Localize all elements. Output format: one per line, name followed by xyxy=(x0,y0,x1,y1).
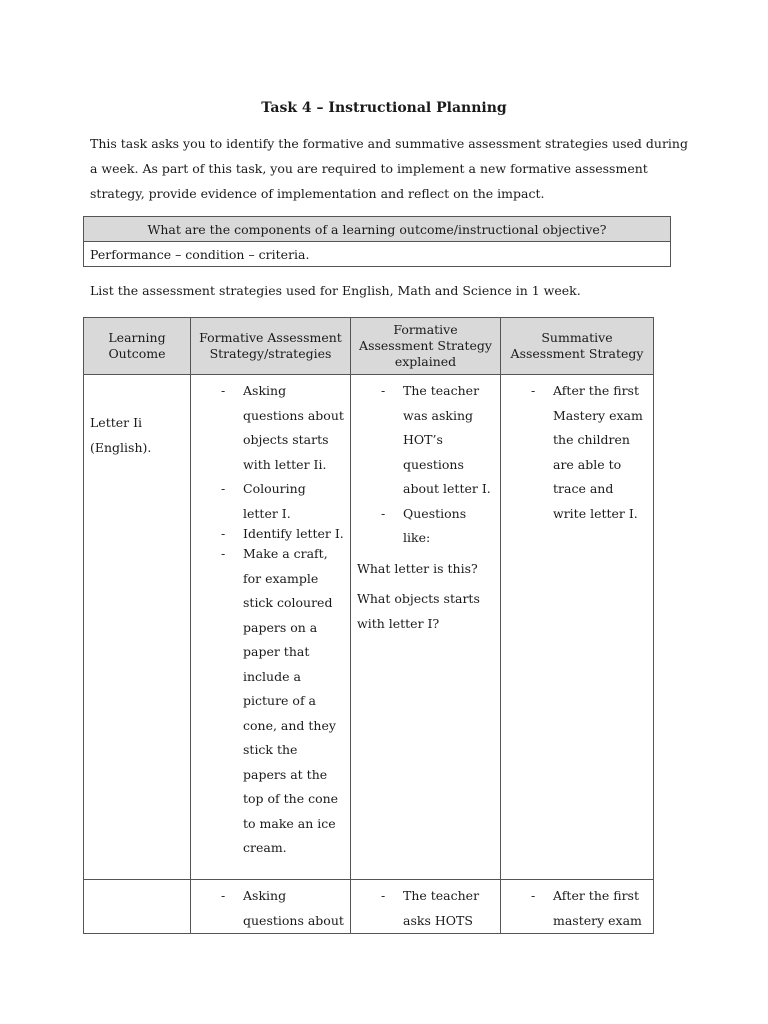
formative-cell xyxy=(191,880,351,934)
explained-cell xyxy=(351,880,501,934)
outcome-cell xyxy=(84,375,191,880)
summative-cell xyxy=(501,880,654,934)
assessment-header-row xyxy=(84,318,654,375)
list-item: - Asking questions about xyxy=(221,884,344,933)
list-item: - Make a craft, for example stick coloured papers on a paper that include a picture of a cone, and they stick the papers at the top of the cone to make an ice cream. xyxy=(221,542,344,861)
components-answer: Performance – condition – criteria. xyxy=(84,242,671,267)
header-formative-explained: Formative Assessment Strategy explained xyxy=(351,318,501,375)
outcome-cell xyxy=(84,880,191,934)
formative-cell xyxy=(191,375,351,880)
list-instruction: List the assessment strategies used for English, Math and Science in 1 week. xyxy=(90,283,581,298)
table-row xyxy=(84,880,654,934)
page-title: Task 4 – Instructional Planning xyxy=(261,100,507,116)
header-learning-outcome: Learning Outcome xyxy=(84,318,191,375)
header-formative-strategies: Formative Assessment Strategy/strategies xyxy=(191,318,351,375)
list-item: - Asking questions about objects starts with letter Ii. xyxy=(221,379,344,477)
list-item: - Colouring letter I. xyxy=(221,477,344,526)
list-item: - After the first mastery exam xyxy=(531,884,647,933)
explained-cell xyxy=(351,375,501,880)
outcome-text: Letter Ii (English). xyxy=(90,415,152,455)
example-question: What objects starts with letter I? xyxy=(357,591,480,631)
header-summative-strategy: Summative Assessment Strategy xyxy=(501,318,654,375)
list-item: - The teacher asks HOTS xyxy=(381,884,494,933)
assessment-table xyxy=(83,317,654,934)
example-question: What letter is this? xyxy=(357,560,478,576)
list-item: - After the first Mastery exam the children are able to trace and write letter I. xyxy=(531,379,647,526)
list-item: - The teacher was asking HOT’s questions about letter I. xyxy=(381,379,494,502)
summative-cell xyxy=(501,375,654,880)
components-table xyxy=(83,216,671,267)
list-item: - Identify letter I. xyxy=(221,526,344,542)
table-row xyxy=(84,375,654,880)
intro-paragraph: This task asks you to identify the formative and summative assessment strategies used during a week. As part of this task, you are required to implement a new formative assessment strategy, provide evidence of implementation and reflect on the impact. xyxy=(90,136,688,201)
components-header: What are the components of a learning outcome/instructional objective? xyxy=(84,217,671,242)
list-item: - Questions like: xyxy=(381,502,494,551)
